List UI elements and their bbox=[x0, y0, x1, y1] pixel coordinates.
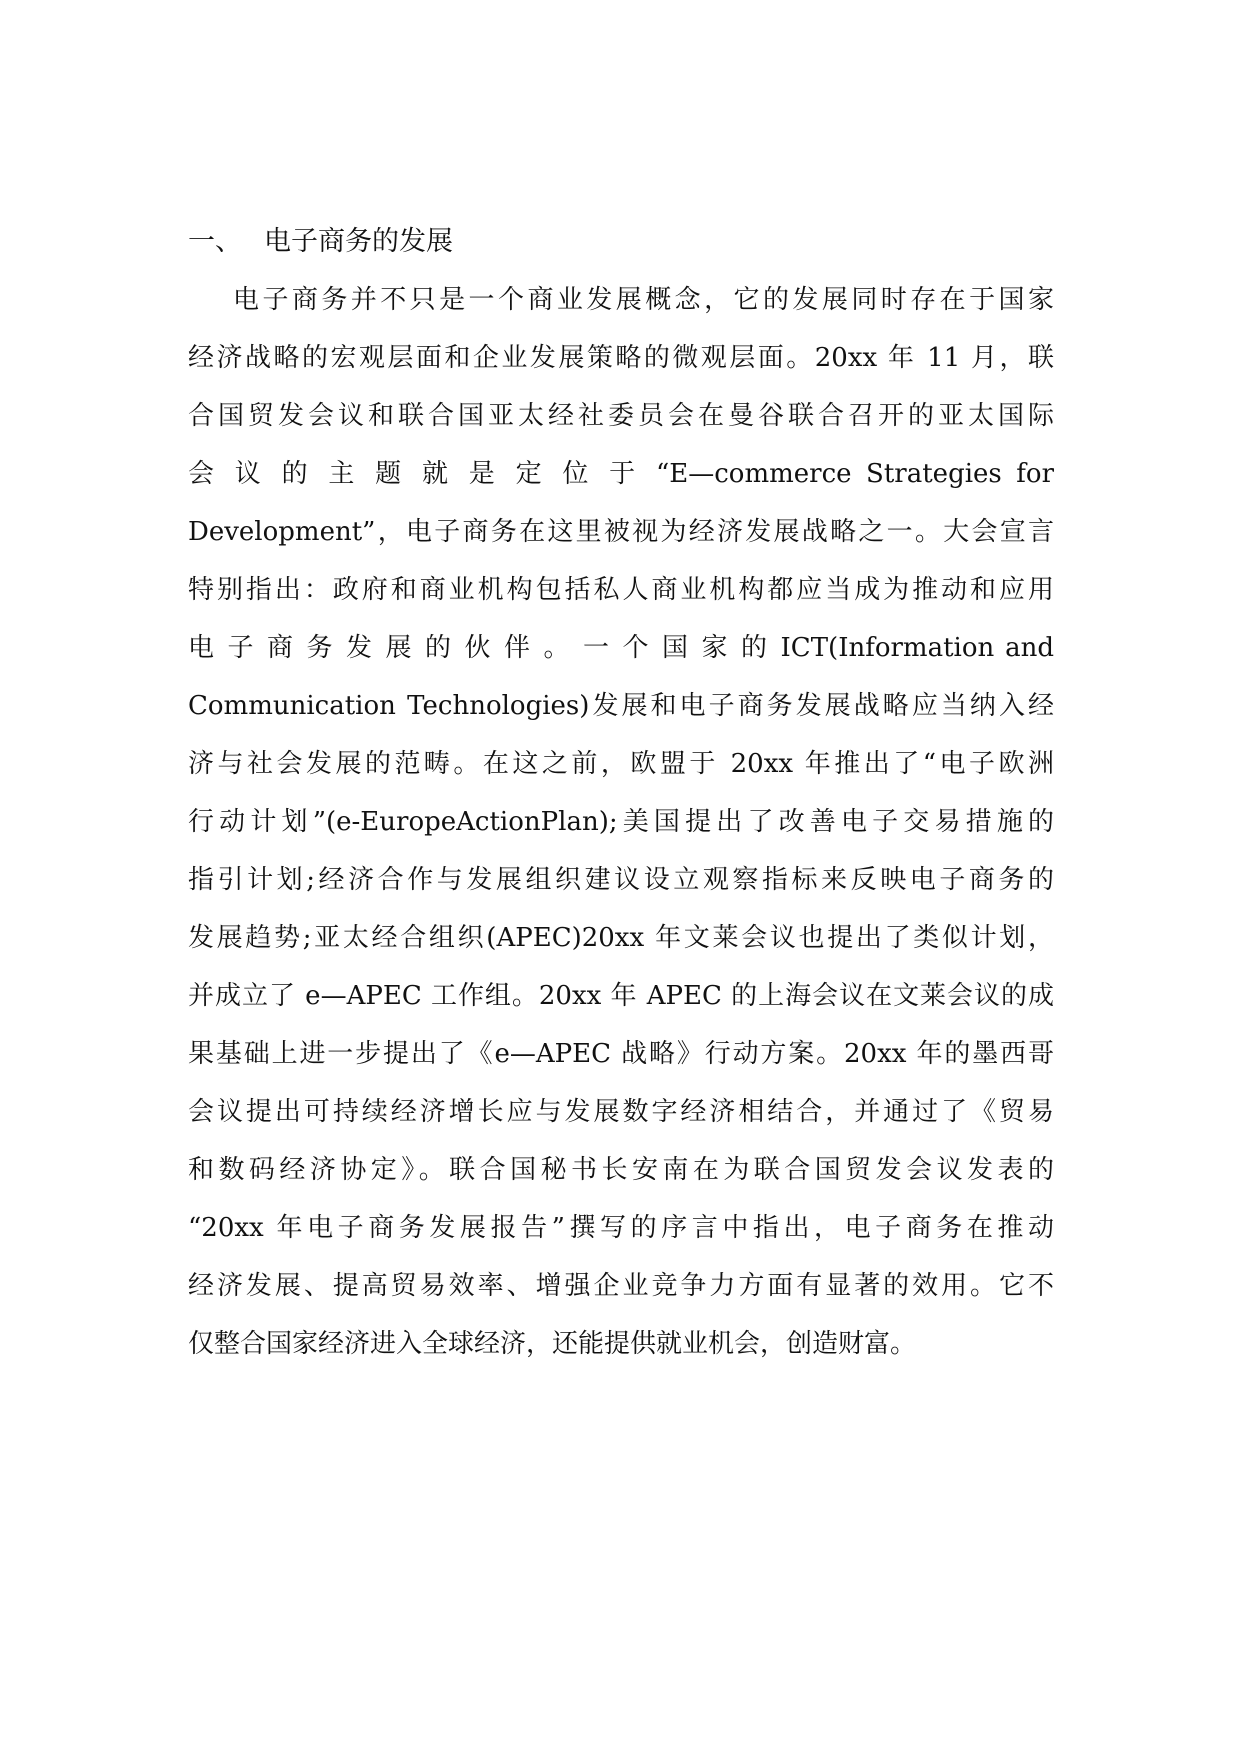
paragraph-line: 经济发展、提高贸易效率、增强企业竞争力方面有显著的效用。它不 bbox=[188, 1271, 1054, 1301]
paragraph-line: 会 议 的 主 题 就 是 定 位 于 “E—commerce Strategies for bbox=[188, 459, 1054, 489]
paragraph-line: “20xx 年电子商务发展报告”撰写的序言中指出，电子商务在推动 bbox=[188, 1213, 1054, 1243]
paragraph-line: 特别指出：政府和商业机构包括私人商业机构都应当成为推动和应用 bbox=[188, 575, 1054, 605]
paragraph-line: 并成立了 e—APEC 工作组。20xx 年 APEC 的上海会议在文莱会议的成 bbox=[188, 981, 1054, 1011]
paragraph-line: 果基础上进一步提出了《e—APEC 战略》行动方案。20xx 年的墨西哥 bbox=[188, 1039, 1054, 1069]
paragraph-line: Communication Technologies)发展和电子商务发展战略应当纳入经 bbox=[188, 691, 1054, 721]
paragraph-line: 经济战略的宏观层面和企业发展策略的微观层面。20xx 年 11 月，联 bbox=[188, 343, 1054, 373]
section-number: 一、 bbox=[188, 226, 242, 257]
paragraph-line: 电子商务并不只是一个商业发展概念，它的发展同时存在于国家 bbox=[233, 285, 1054, 315]
section-heading bbox=[188, 222, 453, 262]
paragraph-line: 电 子 商 务 发 展 的 伙 伴 。 一 个 国 家 的 ICT(Information and bbox=[188, 633, 1054, 663]
paragraph-line: 行动计划”(e-EuropeActionPlan);美国提出了改善电子交易措施的 bbox=[188, 807, 1054, 837]
paragraph-line: 济与社会发展的范畴。在这之前，欧盟于 20xx 年推出了“电子欧洲 bbox=[188, 749, 1054, 779]
paragraph-line: 合国贸发会议和联合国亚太经社委员会在曼谷联合召开的亚太国际 bbox=[188, 401, 1054, 431]
paragraph-line: Development”，电子商务在这里被视为经济发展战略之一。大会宣言 bbox=[188, 517, 1054, 547]
paragraph-line: 会议提出可持续经济增长应与发展数字经济相结合，并通过了《贸易 bbox=[188, 1097, 1054, 1127]
section-title: 电子商务的发展 bbox=[264, 226, 453, 257]
paragraph-line: 发展趋势;亚太经合组织(APEC)20xx 年文莱会议也提出了类似计划， bbox=[188, 923, 1054, 953]
paragraph-line: 指引计划;经济合作与发展组织建议设立观察指标来反映电子商务的 bbox=[188, 865, 1054, 895]
paragraph-line: 仅整合国家经济进入全球经济，还能提供就业机会，创造财富。 bbox=[188, 1329, 917, 1359]
paragraph-line: 和数码经济协定》。联合国秘书长安南在为联合国贸发会议发表的 bbox=[188, 1155, 1054, 1185]
